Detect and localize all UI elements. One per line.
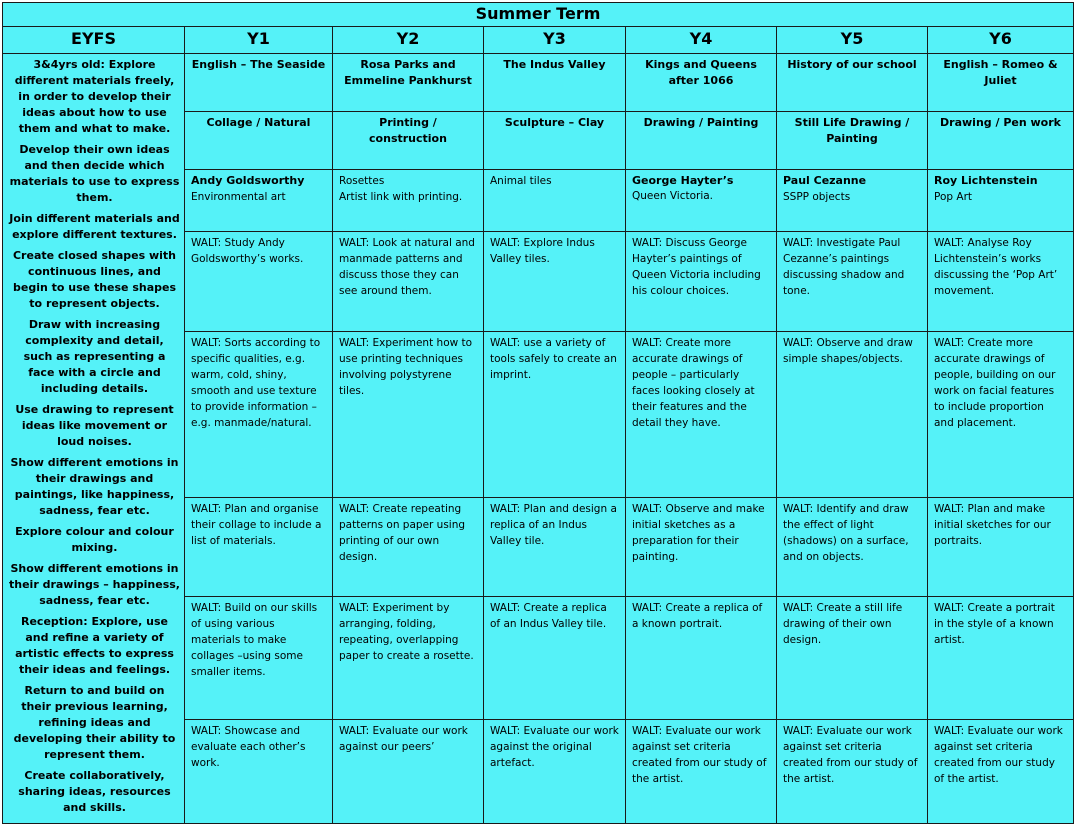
walt-cell: WALT: Analyse Roy Lichtenstein’s works discussing the ‘Pop Art’ movement.	[928, 232, 1074, 332]
eyfs-3-4yrs-label: 3&4yrs old:	[33, 58, 105, 71]
eyfs-item: Create closed shapes with continuous lines, and begin to use these shapes to represent objects.	[12, 249, 177, 310]
artist-note: SSPP objects	[783, 190, 851, 203]
eyfs-3-4yrs	[9, 57, 180, 137]
eyfs-cell	[3, 54, 185, 824]
walt-cell: WALT: Observe and make initial sketches as a preparation for their painting.	[626, 497, 777, 597]
walt-cell: WALT: Evaluate our work against set criteria created from our study of the artist.	[928, 720, 1074, 824]
topic-y3: The Indus Valley	[484, 54, 626, 112]
walt-cell: WALT: Observe and draw simple shapes/objects.	[777, 331, 928, 497]
artist-note: Queen Victoria.	[632, 189, 714, 202]
walt-cell: WALT: use a variety of tools safely to create an imprint.	[484, 331, 626, 497]
artist-name: Andy Goldsworthy	[191, 173, 305, 187]
term-title: Summer Term	[3, 3, 1074, 27]
artist-note: Rosettes	[339, 174, 385, 187]
walt-cell: WALT: Plan and design a replica of an Indus Valley tile.	[484, 497, 626, 597]
walt-cell: WALT: Study Andy Goldsworthy’s works.	[185, 232, 333, 332]
eyfs-item: Join different materials and explore different textures.	[9, 212, 180, 241]
artist-y3	[484, 169, 626, 231]
artist-note: Pop Art	[934, 190, 973, 203]
artist-y1	[185, 169, 333, 231]
eyfs-reception	[9, 614, 180, 678]
year-header-y4: Y4	[626, 27, 777, 54]
eyfs-item: Draw with increasing complexity and detail, such as representing a face with a circle and including details.	[23, 318, 166, 395]
medium-y5: Still Life Drawing / Painting	[777, 111, 928, 169]
walt-cell: WALT: Plan and organise their collage to include a list of materials.	[185, 497, 333, 597]
walt-cell: WALT: Sorts according to specific qualities, e.g. warm, cold, shiny, smooth and use texture to provide information – e.g. manmade/natural.	[185, 331, 333, 497]
walt-cell: WALT: Create more accurate drawings of people – particularly faces looking closely at their features and the detail they have.	[626, 331, 777, 497]
walt-cell: WALT: Create a portrait in the style of a known artist.	[928, 597, 1074, 720]
walt-cell: WALT: Identify and draw the effect of light (shadows) on a surface, and on objects.	[777, 497, 928, 597]
eyfs-item: Explore colour and colour mixing.	[15, 525, 174, 554]
walt-cell: WALT: Explore Indus Valley tiles.	[484, 232, 626, 332]
artist-y4	[626, 169, 777, 231]
walt-cell: WALT: Evaluate our work against set criteria created from our study of the artist.	[626, 720, 777, 824]
artist-name: George Hayter’s	[632, 173, 734, 187]
artist-note: Animal tiles	[490, 174, 552, 187]
artist-note: Environmental art	[191, 190, 286, 203]
eyfs-3-4yrs-text: Explore different materials freely, in order to develop their ideas about how to use them and what to make.	[14, 58, 175, 135]
walt-cell: WALT: Evaluate our work against the original artefact.	[484, 720, 626, 824]
artist-y5	[777, 169, 928, 231]
medium-y6: Drawing / Pen work	[928, 111, 1074, 169]
walt-cell: WALT: Discuss George Hayter’s paintings of Queen Victoria including his colour choices.	[626, 232, 777, 332]
artist-y2	[333, 169, 484, 231]
walt-cell: WALT: Investigate Paul Cezanne’s paintings discussing shadow and tone.	[777, 232, 928, 332]
eyfs-item: Return to and build on their previous learning, refining ideas and developing their ability to represent them.	[13, 684, 176, 761]
topic-y2: Rosa Parks and Emmeline Pankhurst	[333, 54, 484, 112]
walt-cell: WALT: Create repeating patterns on paper using printing of our own design.	[333, 497, 484, 597]
year-header-y6: Y6	[928, 27, 1074, 54]
eyfs-item: Show different emotions in their drawings and paintings, like happiness, sadness, fear etc.	[10, 456, 179, 517]
eyfs-reception-label: Reception:	[21, 615, 88, 628]
walt-cell: WALT: Evaluate our work against our peers’	[333, 720, 484, 824]
eyfs-item: Create collaboratively, sharing ideas, resources and skills.	[18, 769, 171, 814]
artist-note-2: Artist link with printing.	[339, 190, 463, 203]
year-header-y1: Y1	[185, 27, 333, 54]
medium-y1: Collage / Natural	[185, 111, 333, 169]
artist-name: Paul Cezanne	[783, 173, 867, 187]
year-header-y2: Y2	[333, 27, 484, 54]
year-header-row	[3, 27, 1074, 54]
year-header-eyfs: EYFS	[3, 27, 185, 54]
walt-cell: WALT: Create a replica of an Indus Valley tile.	[484, 597, 626, 720]
year-header-y5: Y5	[777, 27, 928, 54]
eyfs-item: Develop their own ideas and then decide which materials to use to express them.	[9, 143, 180, 204]
topic-y4: Kings and Queens after 1066	[626, 54, 777, 112]
topic-y6: English – Romeo & Juliet	[928, 54, 1074, 112]
walt-cell: WALT: Look at natural and manmade patterns and discuss those they can see around them.	[333, 232, 484, 332]
topic-y1: English – The Seaside	[185, 54, 333, 112]
artist-y6	[928, 169, 1074, 231]
walt-cell: WALT: Experiment how to use printing techniques involving polystyrene tiles.	[333, 331, 484, 497]
year-header-y3: Y3	[484, 27, 626, 54]
artist-name: Roy Lichtenstein	[934, 173, 1038, 187]
medium-y2: Printing / construction	[333, 111, 484, 169]
walt-cell: WALT: Experiment by arranging, folding, repeating, overlapping paper to create a rosette.	[333, 597, 484, 720]
topic-y5: History of our school	[777, 54, 928, 112]
topic-row	[3, 54, 1074, 112]
walt-cell: WALT: Plan and make initial sketches for our portraits.	[928, 497, 1074, 597]
eyfs-reception-text: Explore, use and refine a variety of artistic effects to express their ideas and feelings.	[15, 615, 174, 676]
walt-cell: WALT: Create a still life drawing of their own design.	[777, 597, 928, 720]
walt-cell: WALT: Showcase and evaluate each other’s work.	[185, 720, 333, 824]
summer-term-table	[2, 2, 1074, 824]
curriculum-overview	[2, 2, 1073, 814]
title-row	[3, 3, 1074, 27]
medium-y3: Sculpture – Clay	[484, 111, 626, 169]
walt-cell: WALT: Evaluate our work against set criteria created from our study of the artist.	[777, 720, 928, 824]
walt-cell: WALT: Create a replica of a known portrait.	[626, 597, 777, 720]
walt-cell: WALT: Build on our skills of using various materials to make collages –using some smaller items.	[185, 597, 333, 720]
medium-y4: Drawing / Painting	[626, 111, 777, 169]
eyfs-item: Show different emotions in their drawings – happiness, sadness, fear etc.	[9, 562, 180, 607]
eyfs-item: Use drawing to represent ideas like movement or loud noises.	[15, 403, 174, 448]
walt-cell: WALT: Create more accurate drawings of people, building on our work on facial features to include proportion and placement.	[928, 331, 1074, 497]
